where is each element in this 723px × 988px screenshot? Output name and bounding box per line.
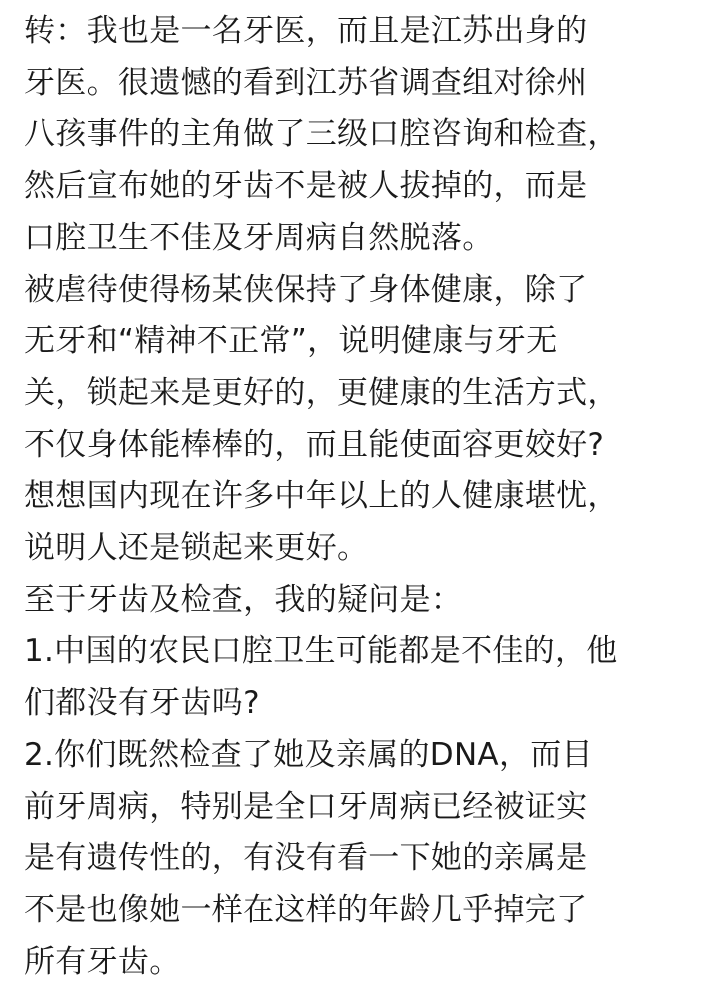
text-line-12: 至于牙齿及检查，我的疑问是： [24, 581, 463, 618]
text-line-10: 想想国内现在许多中年以上的人健康堪忧， [24, 478, 619, 515]
text-line-3: 八孩事件的主角做了三级口腔咨询和检查， [24, 116, 619, 153]
text-line-11: 说明人还是锁起来更好。 [24, 530, 369, 567]
text-line-13: 1.中国的农民口腔卫生可能都是不佳的，他 [24, 633, 618, 670]
text-line-1: 转：我也是一名牙医，而且是江苏出身的 [24, 13, 588, 49]
text-line-17: 是有遗传性的，有没有看一下她的亲属是 [24, 840, 588, 877]
text-line-7: 无牙和“精神不正常”，说明健康与牙无 [24, 323, 558, 360]
text-line-19: 所有牙齿。 [24, 943, 181, 980]
text-line-18: 不是也像她一样在这样的年龄几乎掉完了 [24, 891, 588, 928]
text-line-15: 2.你们既然检查了她及亲属的DNA，而目 [24, 736, 593, 773]
text-line-6: 被虐待使得杨某侠保持了身体健康，除了 [24, 271, 588, 308]
text-line-2: 牙医。很遗憾的看到江苏省调查组对徐州 [24, 64, 588, 101]
text-line-5: 口腔卫生不佳及牙周病自然脱落。 [24, 219, 494, 256]
text-line-8: 关，锁起来是更好的，更健康的生活方式， [24, 374, 619, 411]
text-line-14: 们都没有牙齿吗? [24, 685, 260, 722]
text-line-9: 不仅身体能棒棒的，而且能使面容更姣好? [24, 426, 605, 463]
text-line-4: 然后宣布她的牙齿不是被人拔掉的，而是 [24, 168, 588, 205]
text-line-16: 前牙周病，特别是全口牙周病已经被证实 [24, 788, 588, 825]
